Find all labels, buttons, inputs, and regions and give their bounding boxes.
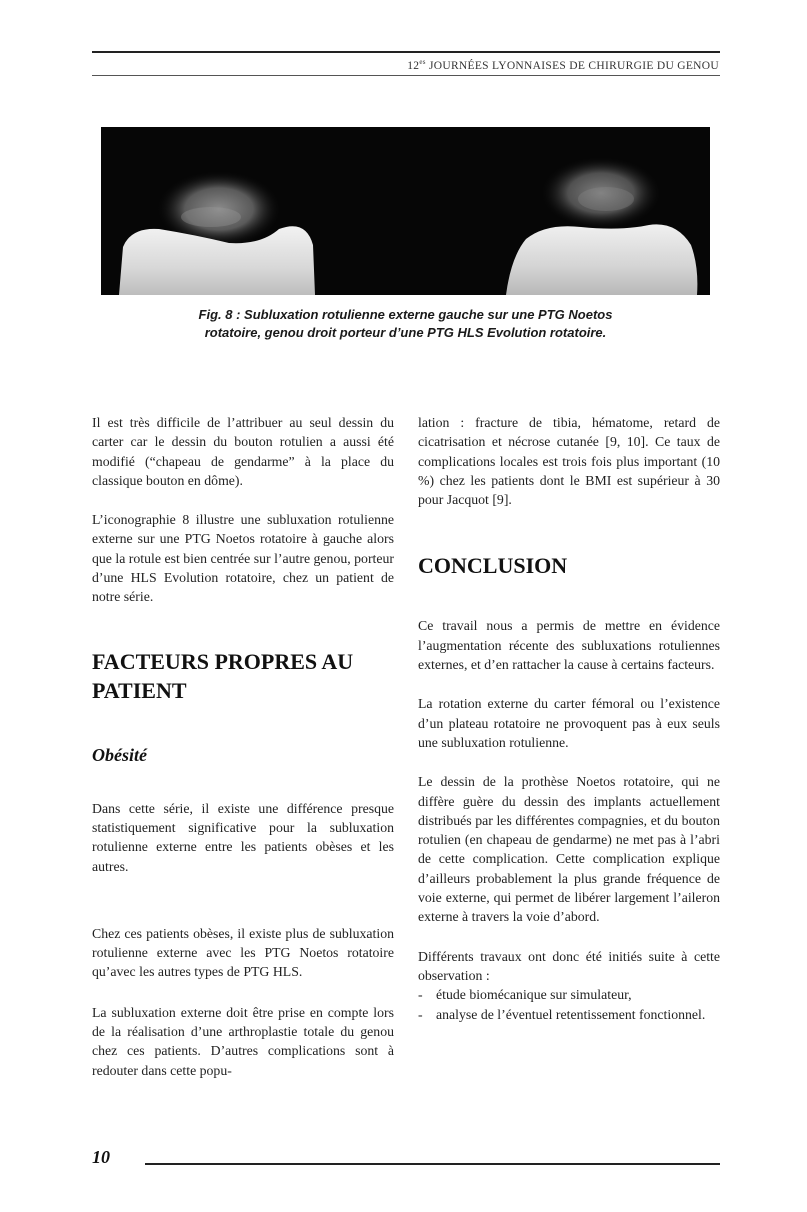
left-paragraph-4: Chez ces patients obèses, il existe plus de subluxation rotulienne externe avec les PTG Noetos rotatoire qu’avec les autres types de PTG HLS. (92, 925, 394, 980)
list-item (418, 1005, 720, 1024)
section-heading-facteurs: FACTEURS PROPRES AU PATIENT (92, 648, 354, 703)
list-item-text: étude biomécanique sur simulateur, (436, 987, 632, 1003)
caption-line-2: rotatoire, genou droit porteur d’une PTG HLS Evolution rotatoire. (204, 325, 607, 340)
list-marker: - (418, 1006, 423, 1022)
research-list (418, 985, 720, 1024)
running-head-title: JOURNÉES LYONNAISES DE CHIRURGIE DU GENOU (425, 59, 719, 72)
list-item-text: analyse de l’éventuel retentissement fonctionnel. (436, 1006, 706, 1022)
left-paragraph-2: L’iconographie 8 illustre une subluxation rotulienne externe sur une PTG Noetos rotatoire à gauche alors que la rotule est bien centrée sur l’autre genou, porteur d’une HLS Evolution rotatoire, chez un patient de notre série. (92, 512, 394, 605)
left-paragraph-1: Il est très difficile de l’attribuer au seul dessin du carter car le dessin du bouton rotulien a aussi été modifié (“chapeau de gendarme” à la place du classique bouton en dôme). (92, 415, 394, 488)
section-heading-conclusion: CONCLUSION (418, 553, 568, 579)
list-marker: - (418, 987, 423, 1003)
running-head-superscript: es (419, 58, 426, 66)
footer-rule (145, 1163, 720, 1165)
subsection-heading-obesite: Obésité (92, 744, 147, 765)
right-paragraph-3: La rotation externe du carter fémoral ou l’existence d’un plateau rotatoire ne provoquent pas à eux seuls une subluxation rotulienne. (418, 696, 720, 750)
right-femoral-component (506, 224, 697, 295)
figure-xray-image (101, 127, 710, 295)
left-paragraph-5: La subluxation externe doit être prise en compte lors de la réalisation d’une arthroplastie totale du genou chez ces patients. D’autres complications sont à redouter dans cette popu- (92, 1004, 394, 1078)
left-patella-core (181, 207, 241, 227)
running-head (407, 58, 719, 72)
xray-illustration (101, 127, 710, 295)
figure-caption (101, 306, 710, 342)
running-head-number: 12 (407, 59, 420, 72)
caption-line-1: Fig. 8 : Subluxation rotulienne externe gauche sur une PTG Noetos (198, 307, 613, 322)
left-paragraph-3: Dans cette série, il existe une différence presque statistiquement significative pour la subluxation rotulienne externe entre les patients obèses et les autres. (92, 800, 394, 874)
right-paragraph-2: Ce travail nous a permis de mettre en évidence l’augmentation récente des subluxations rotuliennes externes, et d’en rattacher la cause à certains facteurs. (418, 618, 720, 673)
header-rule-bottom (92, 75, 720, 76)
left-column (92, 413, 394, 1080)
right-paragraph-5: Différents travaux ont donc été initiés suite à cette observation : (418, 948, 720, 983)
right-column (418, 413, 720, 1024)
right-patella-core (578, 187, 634, 211)
list-item (418, 985, 720, 1004)
right-paragraph-1: lation : fracture de tibia, hématome, retard de cicatrisation et nécrose cutanée [9, 10]. Ce taux de complications locales est trois fois plus important (10 %) chez les patients dont le BMI est supérieur à 30 pour Jacquot [9]. (418, 415, 720, 508)
page-number: 10 (92, 1147, 110, 1167)
right-paragraph-4: Le dessin de la prothèse Noetos rotatoire, qui ne diffère guère du dessin des implants actuellement distribués par les différentes compagnies, et du bouton rotulien (en chapeau de gendarme) ne met pas à l’abri de cette complication. Cette complication explique d’ailleurs probablement la plus grande fréquence de voie externe, qui permet de libérer largement l’aileron externe à travers la voie d’abord. (418, 774, 720, 925)
header-rule-top (92, 51, 720, 53)
